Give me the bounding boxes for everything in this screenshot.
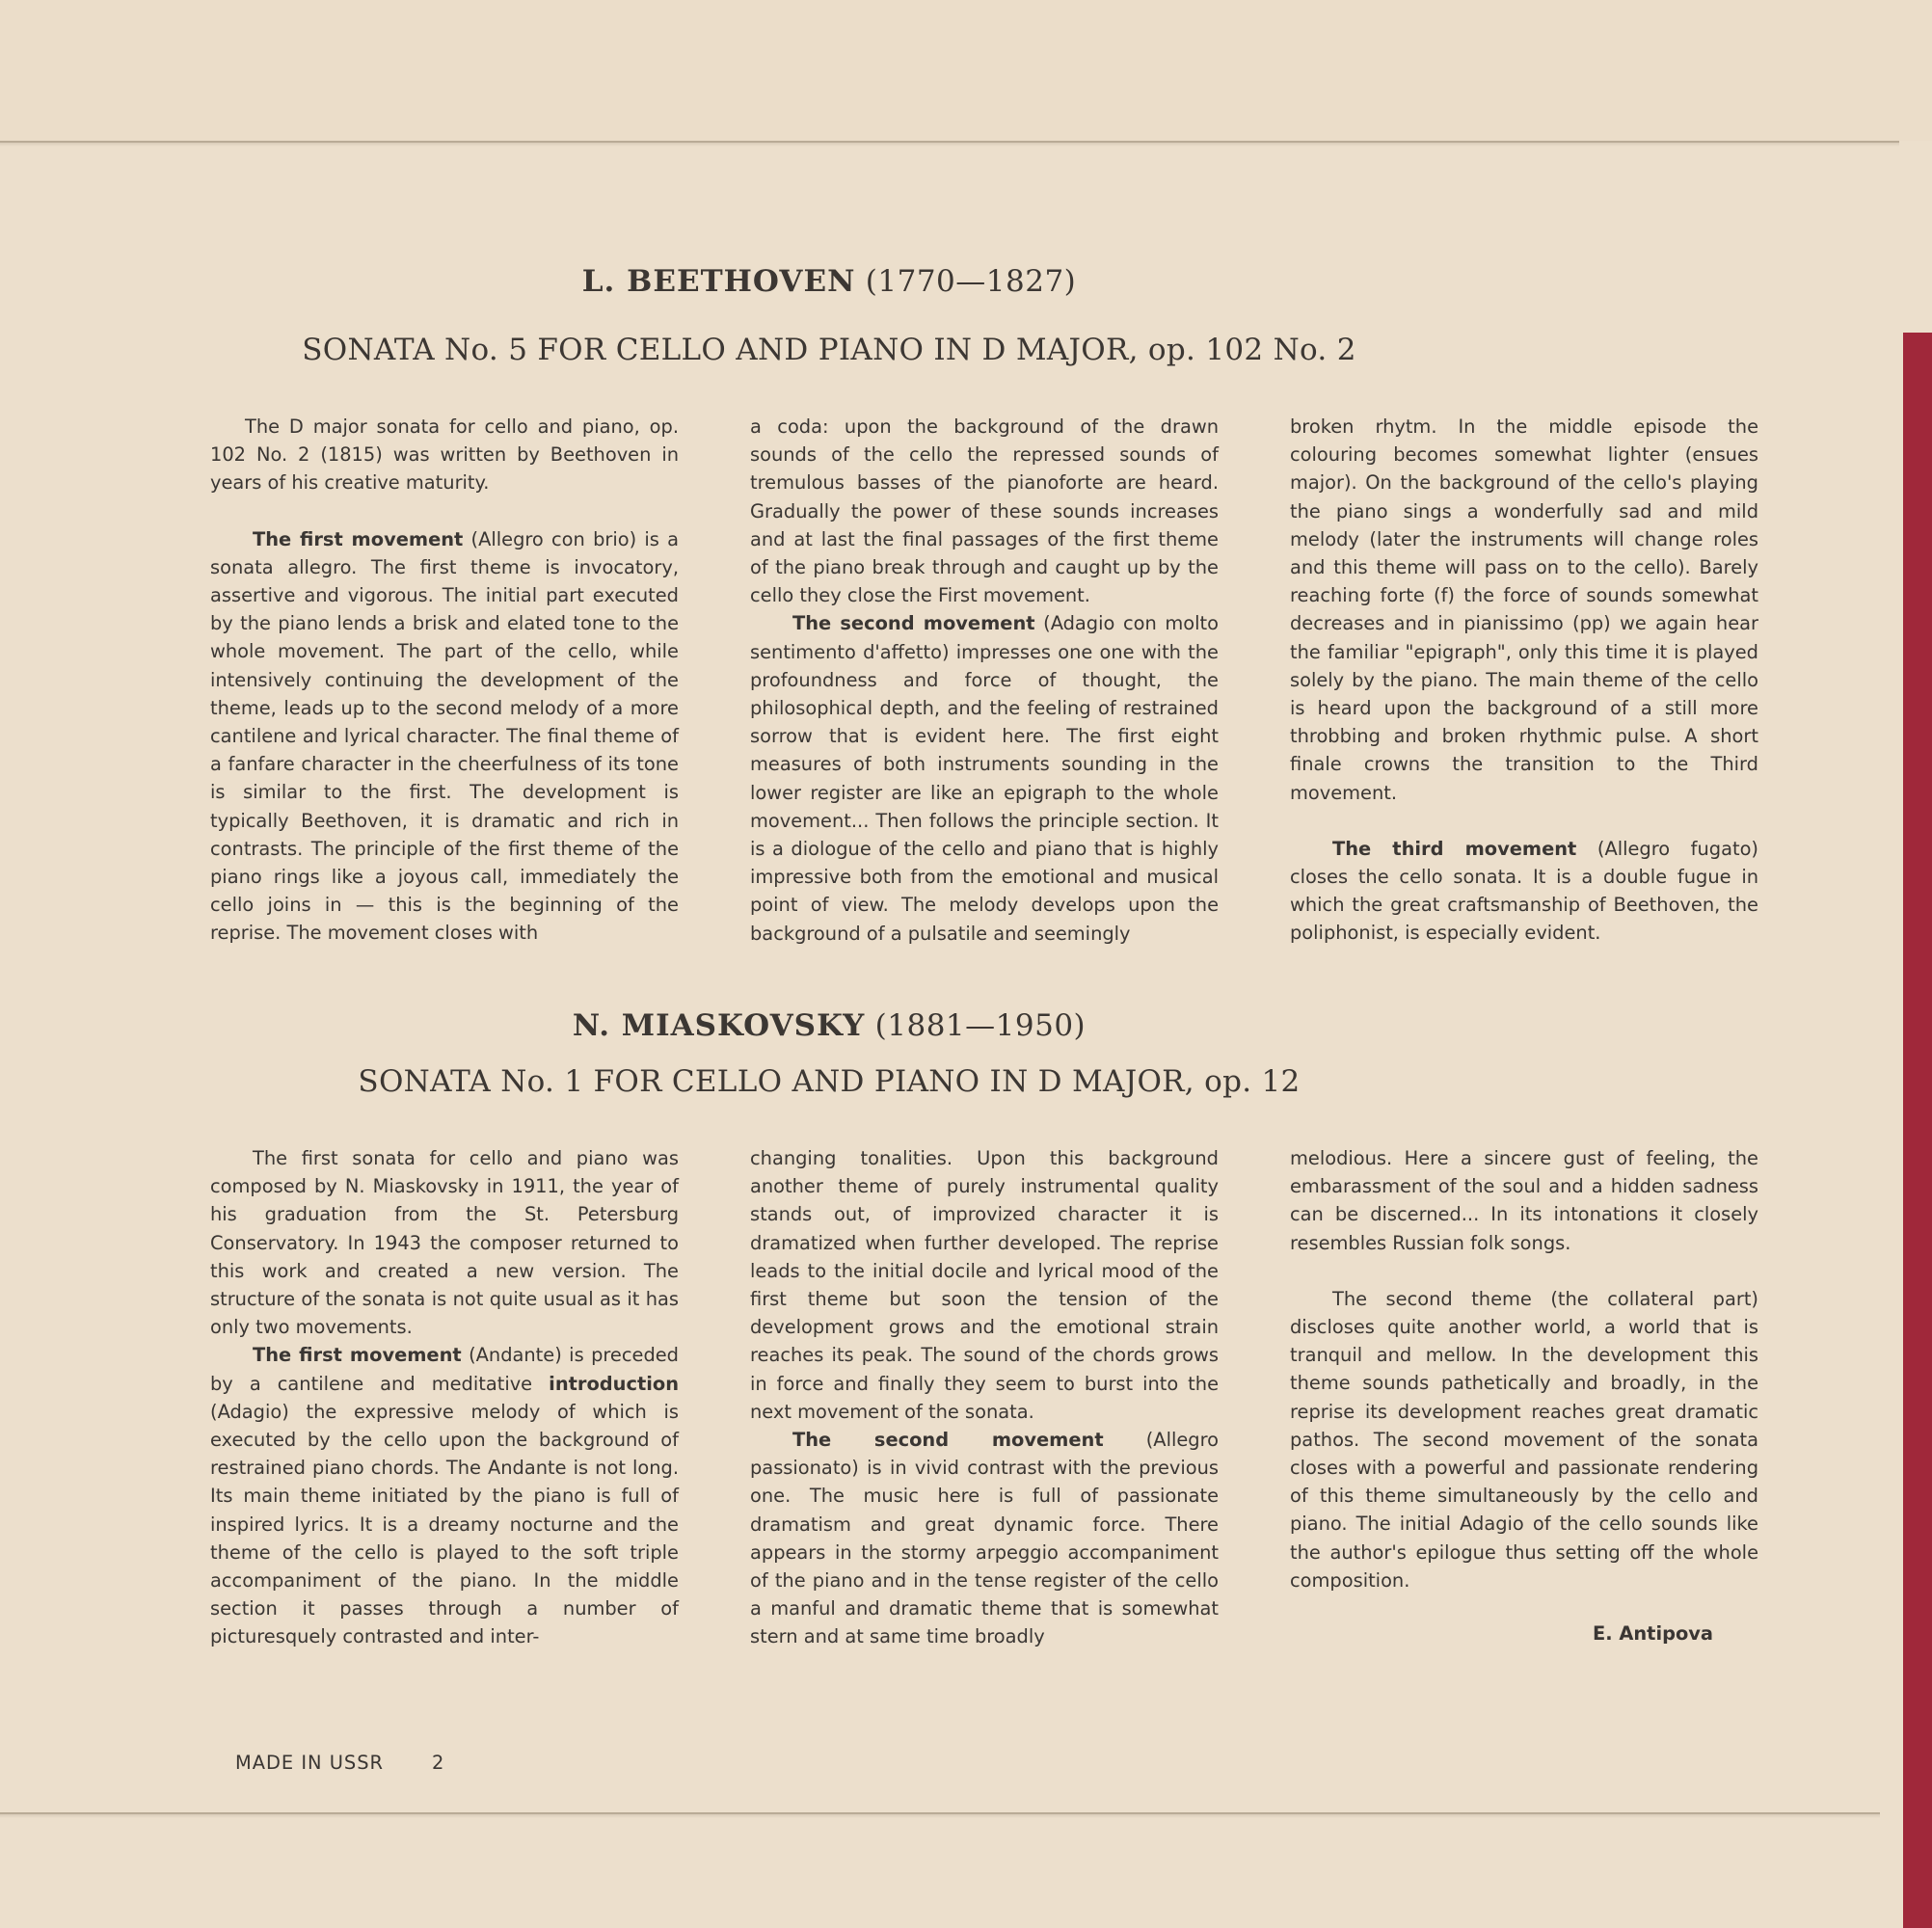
beethoven-column-2 [750,413,1219,948]
red-spine-strip [1903,333,1932,1928]
miaskovsky-intro-paragraph: The first sonata for cello and piano was composed by N. Miaskovsky in 1911, the year of his graduation from the St. Petersburg Conservatory. In 1943 the composer returned to this work and created a new version. The structure of the sonata is not quite usual as it has only two movements. [210,1147,679,1339]
made-in-label: MADE IN USSR [235,1752,385,1774]
miaskovsky-years: (1881—1950) [874,1008,1087,1043]
author-signature: E. Antipova [1593,1622,1714,1645]
beethoven-coda-paragraph: a coda: upon the background of the drawn sounds of the cello the repressed sounds of tremulous basses of the pianoforte are heard. Gradually the power of these sounds increases and at last the final passages of the first theme of the piano break through and caught up by the cello they close the First movement. [750,415,1219,607]
miaskovsky-first-movement-paragraph: The first movement (Andante) is preceded by a cantilene and meditative introduction (Adagio) the expressive melody of which is executed by the cello upon the background of restrained piano chords. The Andante is not long. Its main theme initiated by the piano is full of inspired lyrics. It is a dreamy nocturne and the theme of the cello is played to the soft triple accompaniment of the piano. In the middle section it passes through a number of picturesquely contrasted and inter- [210,1344,679,1648]
beethoven-middle-episode-paragraph: broken rhytm. In the middle episode the colouring becomes somewhat lighter (ensues major). On the background of the cello's playing the piano sings a wonderfully sad and mild melody (later the instruments will change roles and this theme will pass on to the cello). Barely reaching forte (f) the force of sounds somewhat decreases and in pianissimo (pp) we again hear the familiar "epigraph", only this time it is played solely by the piano. The main theme of the cello is heard upon the background of a still more throbbing and broken rhythmic pulse. A short finale crowns the transition to the Third movement. [1290,415,1758,804]
beethoven-intro-paragraph: The D major sonata for cello and piano, op. 102 No. 2 (1815) was written by Beethoven in years of his creative maturity. [210,415,679,495]
beethoven-work-title: SONATA No. 5 FOR CELLO AND PIANO IN D MAJOR, op. 102 No. 2 [302,333,1356,367]
miaskovsky-tonalities-paragraph: changing tonalities. Upon this background another theme of purely instrumental quality stands out, of improvized character it is dramatized when further developed. The reprise leads to the initial docile and lyrical mood of the first theme but soon the tension of the development grows and the emotional strain reaches its peak. The sound of the chords grows in force and finally they seem to burst into the next movement of the sonata. [750,1147,1219,1423]
introduction-label: introduction [549,1372,679,1395]
miaskovsky-heading [0,1008,1658,1043]
beethoven-heading [0,264,1658,299]
beethoven-second-movement-paragraph: The second movement (Adagio con molto sentimento d'affetto) impresses one one with the profoundness and force of thought, the philosophical depth, and the feeling of restrained sorrow that is evident here. The first eight measures of both instruments sounding in the lower register are like an epigraph to the whole movement... Then follows the principle section. It is a diologue of the cello and piano that is highly impressive both from the emotional and musical point of view. The melody develops upon the background of a pulsatile and seemingly [750,612,1219,945]
miaskovsky-work-title: SONATA No. 1 FOR CELLO AND PIANO IN D MAJOR, op. 12 [358,1064,1301,1099]
beethoven-first-movement-paragraph: The first movement (Allegro con brio) is a sonata allegro. The first theme is invocatory, assertive and vigorous. The initial part executed by the piano lends a brisk and elated tone to the whole movement. The part of the cello, while intensively continuing the development of the theme, leads up to the second melody of a more cantilene and lyrical character. The final theme of a fanfare character in the cheerfulness of its tone is similar to the first. The development is typically Beethoven, it is dramatic and rich in contrasts. The principle of the first theme of the piano rings like a joyous call, immediately the cello joins in — this is the beginning of the reprise. The movement closes with [210,527,679,945]
beethoven-column-1 [210,413,679,948]
miaskovsky-column-3 [1290,1144,1758,1594]
miaskovsky-column-2 [750,1144,1219,1651]
beethoven-years: (1770—1827) [865,264,1077,299]
beethoven-name: L. BEETHOVEN [581,264,856,299]
page-number: 2 [432,1752,445,1774]
second-movement-label: The second movement [792,612,1035,635]
second-movement-label: The second movement [792,1429,1104,1452]
miaskovsky-second-theme-paragraph: The second theme (the collateral part) discloses quite another world, a world that is tranquil and mellow. In the development this theme sounds pathetically and broadly, in the reprise its development reaches great dramatic pathos. The second movement of the sonata closes with a powerful and passionate rendering of this theme simultaneously by the cello and piano. The initial Adagio of the cello sounds like the author's epilogue thus setting off the whole composition. [1290,1287,1758,1592]
miaskovsky-second-movement-paragraph: The second movement (Allegro passionato) is in vivid contrast with the previous one. The music here is full of passionate dramatism and great dynamic force. There appears in the stormy arpeggio accompaniment of the piano and in the tense register of the cello a manful and dramatic theme that is somewhat stern and at same time broadly [750,1429,1219,1648]
third-movement-label: The third movement [1332,837,1577,860]
miaskovsky-column-1 [210,1144,679,1651]
miaskovsky-name: N. MIASKOVSKY [572,1008,866,1043]
first-movement-label: The first movement [253,1344,462,1367]
footer [235,1752,444,1774]
first-movement-label: The first movement [253,527,464,550]
beethoven-third-movement-paragraph: The third movement (Allegro fugato) closes the cello sonata. It is a double fugue in which the great craftsmanship of Beethoven, the poliphonist, is especially evident. [1290,837,1758,945]
miaskovsky-melodious-paragraph: melodious. Here a sincere gust of feeling, the embarassment of the soul and a hidden sadness can be discerned... In its intonations it closely resembles Russian folk songs. [1290,1147,1758,1254]
beethoven-column-3 [1290,413,1758,948]
